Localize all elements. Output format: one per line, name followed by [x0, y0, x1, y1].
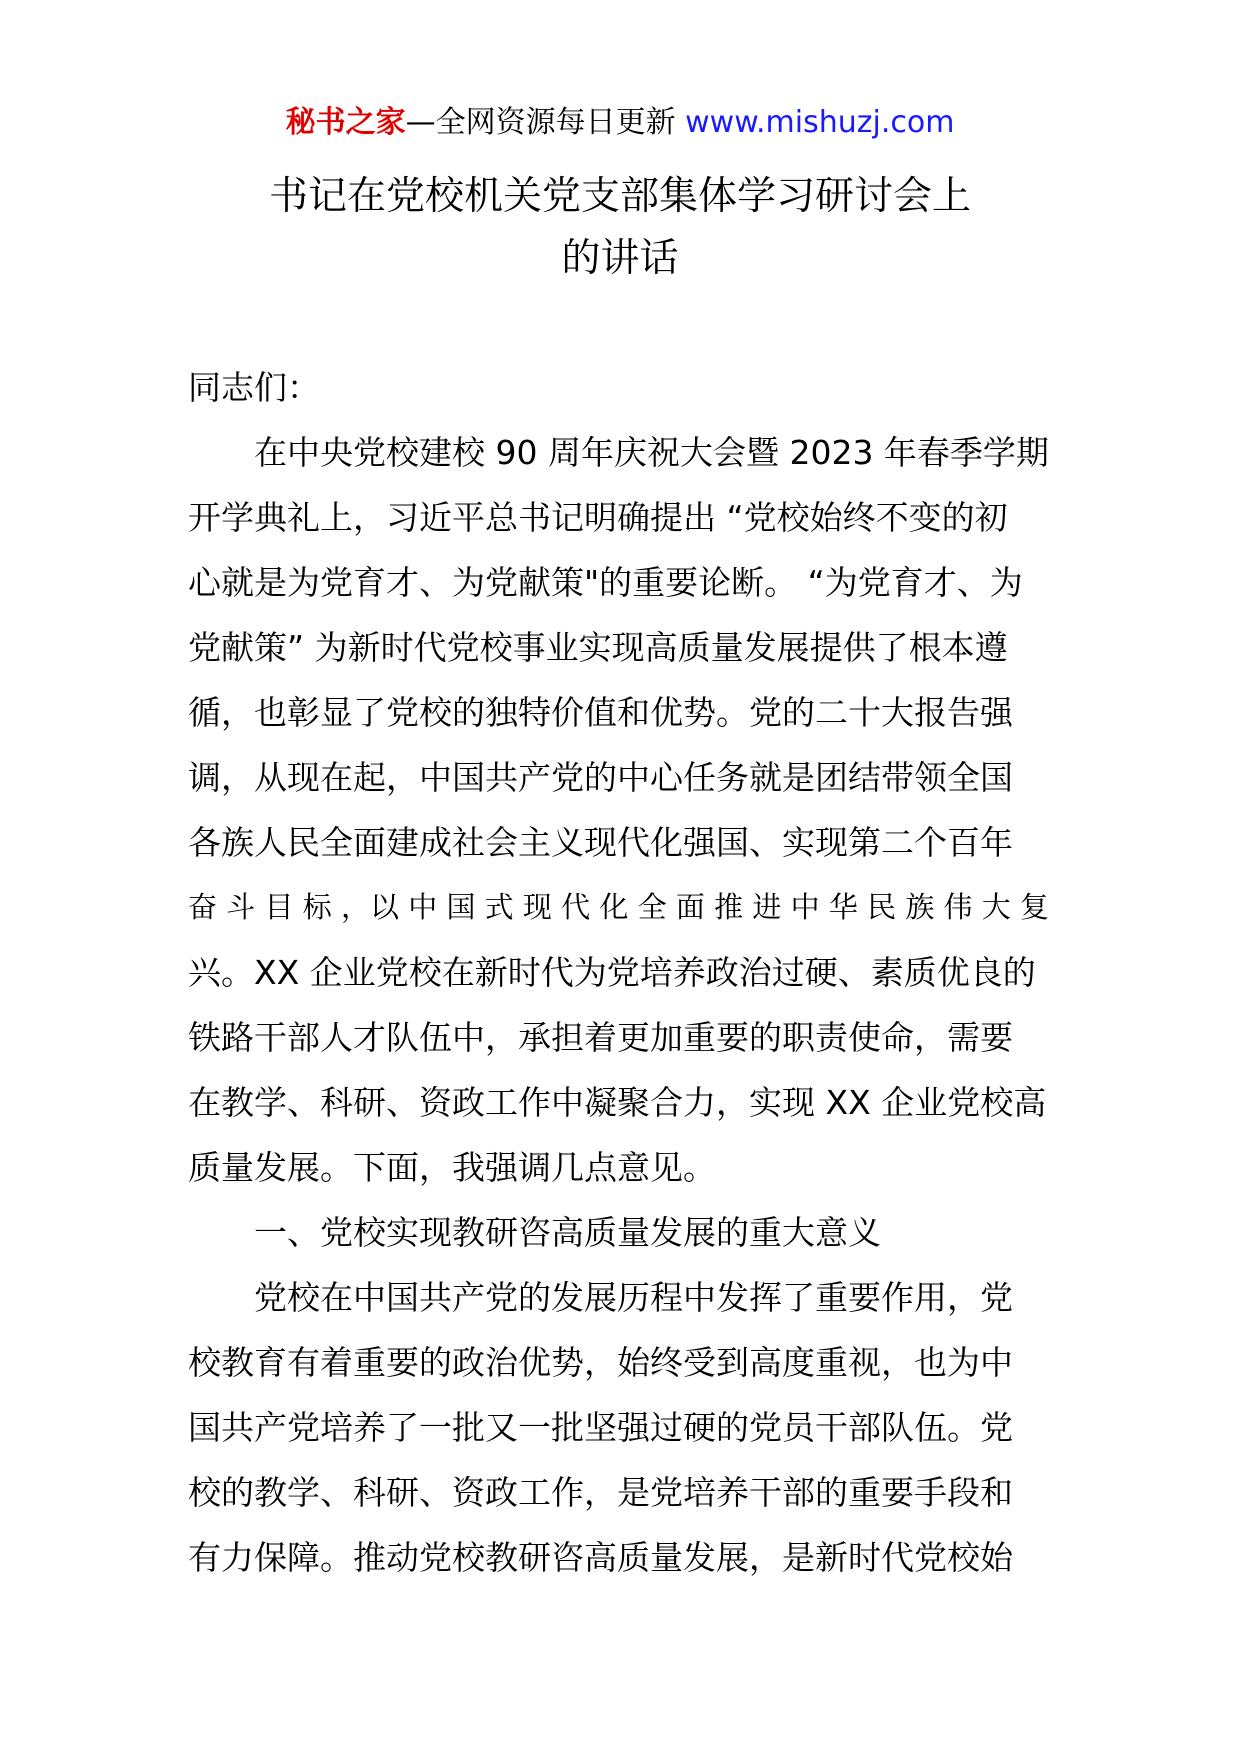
body-line	[188, 1525, 1058, 1590]
line-text: 校教育有着重要的政治优势，始终受到高度重视，也为中	[188, 1343, 1013, 1382]
line-text: 同志们：	[188, 368, 320, 407]
section-heading	[188, 1200, 1058, 1265]
line-text: 调，从现在起，中国共产党的中心任务就是团结带领全国	[188, 758, 1013, 797]
line-text: 各族人民全面建成社会主义现代化强国、实现第二个百年	[188, 823, 1013, 862]
body-line	[188, 680, 1058, 745]
body-line	[188, 485, 1058, 550]
line-text: 党献策” 为新时代党校事业实现高质量发展提供了根本遵	[188, 628, 1008, 667]
brand-slogan: —全网资源每日更新	[405, 105, 676, 140]
body-line	[188, 745, 1058, 810]
body-line	[188, 1265, 1058, 1330]
brand-name: 秘书之家	[285, 105, 406, 140]
body-line	[188, 615, 1058, 680]
line-text: 质量发展。下面，我强调几点意见。	[188, 1148, 716, 1187]
line-text: 铁路干部人才队伍中，承担着更加重要的职责使命，需要	[188, 1018, 1013, 1057]
body-line	[188, 1070, 1058, 1135]
line-text: 在教学、科研、资政工作中凝聚合力，实现 XX 企业党校高	[188, 1083, 1047, 1122]
line-text: 国共产党培养了一批又一批坚强过硬的党员干部队伍。党	[188, 1408, 1013, 1447]
line-text: 党校在中国共产党的发展历程中发挥了重要作用，党	[254, 1278, 1013, 1317]
site-url[interactable]: www.mishuzj.com	[685, 105, 955, 140]
line-text: 循，也彰显了党校的独特价值和优势。党的二十大报告强	[188, 693, 1013, 732]
document-title-line-1: 书记在党校机关党支部集体学习研讨会上	[268, 174, 971, 219]
salutation-line	[188, 355, 1058, 420]
line-text: 开学典礼上，习近平总书记明确提出 “党校始终不变的初	[188, 498, 1008, 537]
line-text: 校的教学、科研、资政工作，是党培养干部的重要手段和	[188, 1473, 1013, 1512]
line-text: 心就是为党育才、为党献策"的重要论断。 “为党育才、为	[188, 563, 1023, 602]
line-text: 有力保障。推动党校教研咨高质量发展，是新时代党校始	[188, 1538, 1013, 1577]
body-line	[188, 1330, 1058, 1395]
body-line	[188, 1005, 1058, 1070]
body-line	[188, 1135, 1058, 1200]
body-line	[188, 940, 1058, 1005]
line-text: 在中央党校建校 90 周年庆祝大会暨 2023 年春季学期	[254, 433, 1049, 472]
site-header	[0, 98, 1240, 148]
body-line	[188, 1460, 1058, 1525]
body-line	[188, 550, 1058, 615]
line-text: 兴。XX 企业党校在新时代为党培养政治过硬、素质优良的	[188, 953, 1036, 992]
body-line	[188, 420, 1058, 485]
body-line	[188, 875, 1058, 940]
body-line	[188, 1395, 1058, 1460]
line-text: 奋 斗 目 标 ，以 中 国 式 现 代 化 全 面 推 进 中 华 民 族 伟 大 复	[188, 890, 1050, 924]
document-title-line-2: 的讲话	[561, 236, 679, 281]
line-text: 一、党校实现教研咨高质量发展的重大意义	[254, 1213, 881, 1252]
document-body	[188, 355, 1058, 1590]
body-line	[188, 810, 1058, 875]
